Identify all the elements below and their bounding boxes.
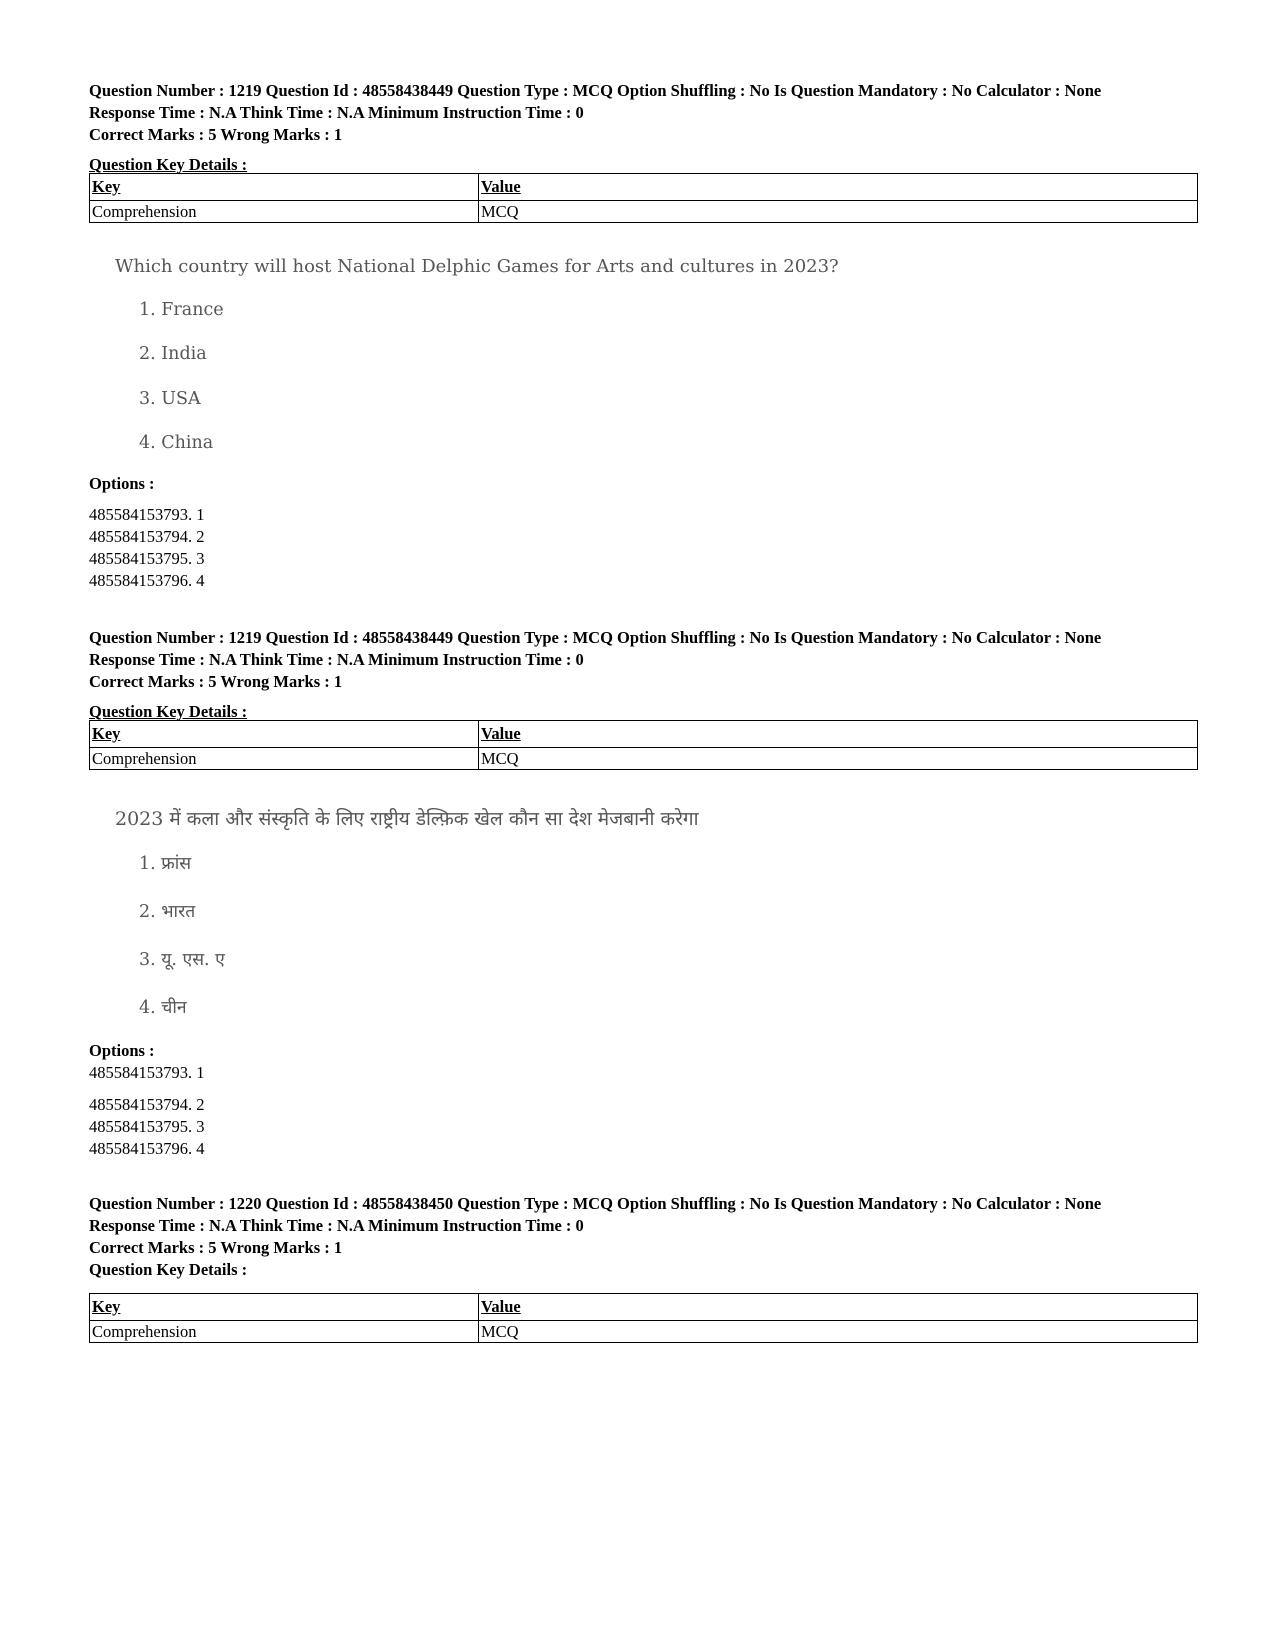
question-header-3 xyxy=(89,1193,1198,1281)
question-meta-line: Response Time : N.A Think Time : N.A Minimum Instruction Time : 0 xyxy=(89,1216,584,1235)
question-meta-line: Correct Marks : 5 Wrong Marks : 1 xyxy=(89,1238,343,1257)
choice-item: 1. France xyxy=(139,300,224,320)
table-cell-key: Comprehension xyxy=(90,201,479,223)
question-key-details-3 xyxy=(89,1293,1198,1343)
key-details-label: Question Key Details : xyxy=(89,1260,248,1279)
choice-item: 3. यू. एस. ए xyxy=(139,950,225,970)
option-line: 485584153796. 4 xyxy=(89,571,205,590)
table-header-value: Value xyxy=(479,721,1198,748)
choice-item: 4. China xyxy=(139,433,214,453)
key-details-label: Question Key Details : xyxy=(89,155,248,174)
table-header-value: Value xyxy=(479,1294,1198,1321)
question-meta-line: Question Number : 1220 Question Id : 48558438450 Question Type : MCQ Option Shuffling : No Is Question Mandatory : No Calculator : None xyxy=(89,1194,1102,1213)
table-header-value: Value xyxy=(479,174,1198,201)
question-meta-line: Question Number : 1219 Question Id : 48558438449 Question Type : MCQ Option Shuffling : No Is Question Mandatory : No Calculator : None xyxy=(89,81,1102,100)
question-key-details-1 xyxy=(89,157,1198,223)
option-line: 485584153793. 1 xyxy=(89,1063,205,1082)
question-image-1 xyxy=(115,256,839,453)
key-value-table xyxy=(89,173,1198,223)
choice-item: 2. भारत xyxy=(139,902,196,922)
key-value-table xyxy=(89,720,1198,770)
option-line: 485584153795. 3 xyxy=(89,549,205,568)
question-key-details-2 xyxy=(89,704,1198,770)
choice-item: 2. India xyxy=(139,344,207,364)
table-header-key: Key xyxy=(90,174,479,201)
key-value-table xyxy=(89,1293,1198,1343)
options-label: Options : xyxy=(89,1041,155,1060)
option-line: 485584153795. 3 xyxy=(89,1117,205,1136)
question-meta-line: Question Number : 1219 Question Id : 48558438449 Question Type : MCQ Option Shuffling : No Is Question Mandatory : No Calculator : None xyxy=(89,628,1102,647)
option-line: 485584153796. 4 xyxy=(89,1139,205,1158)
question-image-2 xyxy=(115,805,699,1018)
table-cell-value: MCQ xyxy=(479,1321,1198,1343)
question-meta-line: Response Time : N.A Think Time : N.A Minimum Instruction Time : 0 xyxy=(89,103,584,122)
key-details-label: Question Key Details : xyxy=(89,702,248,721)
table-header-key: Key xyxy=(90,721,479,748)
table-row xyxy=(90,1321,1198,1343)
choice-item: 4. चीन xyxy=(139,998,187,1018)
option-line: 485584153794. 2 xyxy=(89,1095,205,1114)
table-header-key: Key xyxy=(90,1294,479,1321)
table-cell-key: Comprehension xyxy=(90,748,479,770)
question-header-1 xyxy=(89,80,1198,146)
table-header-row xyxy=(90,1294,1198,1321)
table-cell-value: MCQ xyxy=(479,201,1198,223)
table-header-row xyxy=(90,721,1198,748)
question-text: 2023 में कला और संस्कृति के लिए राष्ट्रीय डेल्फ़िक खेल कौन सा देश मेजबानी करेगा xyxy=(115,808,699,830)
question-header-2 xyxy=(89,627,1198,693)
option-line: 485584153794. 2 xyxy=(89,527,205,546)
choice-item: 3. USA xyxy=(139,389,201,409)
question-meta-line: Response Time : N.A Think Time : N.A Minimum Instruction Time : 0 xyxy=(89,650,584,669)
table-row xyxy=(90,748,1198,770)
option-line: 485584153793. 1 xyxy=(89,505,205,524)
question-meta-line: Correct Marks : 5 Wrong Marks : 1 xyxy=(89,672,343,691)
table-row xyxy=(90,201,1198,223)
question-text: Which country will host National Delphic Games for Arts and cultures in 2023? xyxy=(115,256,839,277)
choice-item: 1. फ्रांस xyxy=(139,854,192,874)
question-meta-line: Correct Marks : 5 Wrong Marks : 1 xyxy=(89,125,343,144)
table-header-row xyxy=(90,174,1198,201)
table-cell-value: MCQ xyxy=(479,748,1198,770)
table-cell-key: Comprehension xyxy=(90,1321,479,1343)
options-label: Options : xyxy=(89,474,155,493)
